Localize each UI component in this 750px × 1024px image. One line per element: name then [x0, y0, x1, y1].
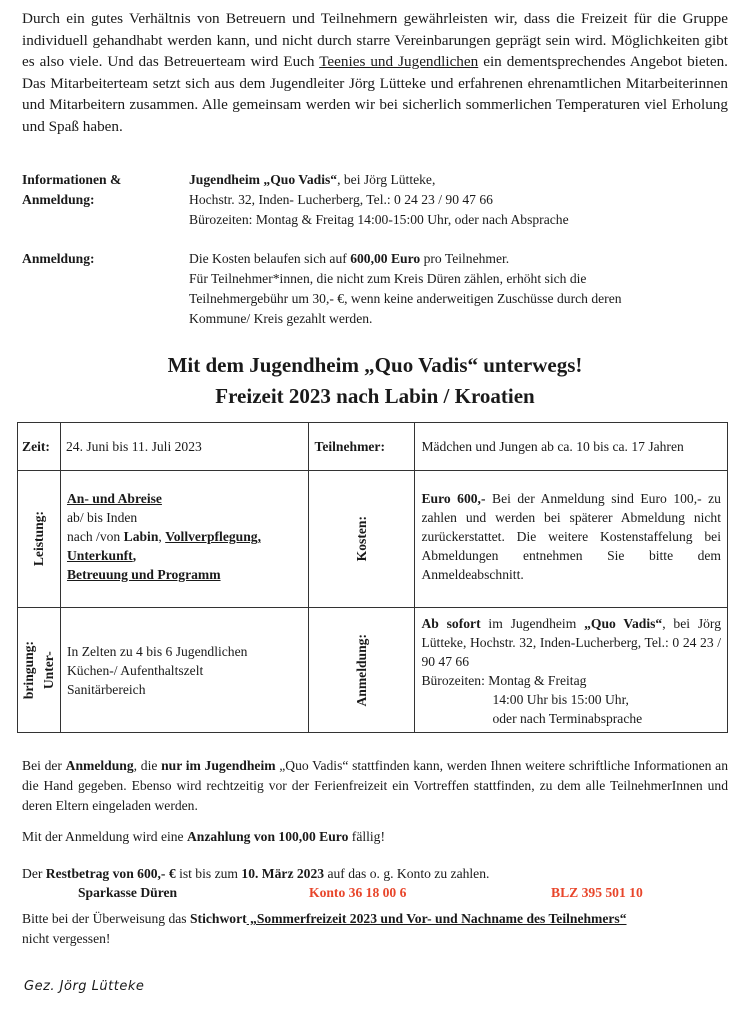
leistung-verpflegung: Vollverpflegung,	[165, 529, 261, 544]
unterbringung-label-1: bringung:	[21, 640, 37, 700]
p3-e: auf das o. g. Konto zu zahlen.	[324, 866, 490, 881]
bottom-paragraph-2	[22, 827, 728, 847]
unterbringung-line3: Sanitärbereich	[66, 681, 146, 697]
leistung-line2: ab/ bis Inden	[66, 510, 138, 525]
info-body	[189, 170, 709, 230]
anmeldung-label-cell	[308, 608, 415, 733]
leistung-labin: Labin	[123, 529, 159, 544]
leistung-unterkunft: Unterkunft	[66, 548, 133, 563]
p4-a: Bitte bei der Überweisung das	[22, 911, 190, 926]
p1-e: „Quo Vadis“ stattfinden kann, werden Ihnen weitere schriftliche Informationen an die Hand gegeben. Ebenso wird rechtzeitig vor der Ferienfreizeit ein Vortreffen stattfinden, zu dem alle TeilnehmerInnen und deren Eltern eingeladen werden.	[22, 758, 728, 813]
info-name: Jugendheim „Quo Vadis“	[189, 172, 338, 187]
leistung-line3c: ,	[158, 529, 166, 544]
info-label	[22, 170, 172, 210]
page-title: Mit dem Jugendheim „Quo Vadis“ unterwegs!	[167, 353, 583, 377]
table-row-unterbringung	[18, 608, 728, 733]
kosten-label-cell	[308, 471, 415, 608]
anmeldung-text	[421, 614, 721, 671]
cost-post: pro Teilnehmer.	[420, 251, 510, 266]
bank-name: Sparkasse Düren	[78, 885, 178, 900]
cost-pre: Die Kosten belaufen sich auf	[189, 251, 351, 266]
anmeldung-sofort: Ab sofort	[421, 616, 481, 631]
bottom-paragraph-1	[22, 756, 728, 816]
anmeldung-office-hours: Bürozeiten: Montag & Freitag	[421, 673, 587, 688]
p2-a: Mit der Anmeldung wird eine	[22, 829, 187, 844]
trip-details-table	[17, 422, 728, 733]
intro-link[interactable]: Teenies und Jugendlichen	[319, 53, 479, 70]
anmeldung-value	[415, 608, 728, 733]
kosten-label: Kosten:	[353, 516, 369, 562]
unterbringung-line1: In Zelten zu 4 bis 6 Jugendlichen	[66, 643, 248, 659]
cost-line4: Kommune/ Kreis gezahlt werden.	[189, 311, 373, 326]
anmeldung-quovadis: „Quo Vadis“	[584, 616, 663, 631]
unterbringung-label-2: Unter-	[41, 651, 57, 689]
bottom-paragraph-4	[22, 909, 728, 949]
anmeldung-t2: , bei Jörg Lütteke, Hochstr. 32, Inden-Lucherberg, Tel.: 0 24 23 / 90 47 66	[421, 616, 722, 669]
p4-keyword: „Sommerfreizeit 2023 und Vor- und Nachname des Teilnehmers“	[246, 911, 627, 926]
table-row-time	[18, 423, 728, 471]
leistung-line3a: nach /von	[66, 529, 124, 544]
cost-body	[189, 249, 709, 329]
page-subtitle: Freizeit 2023 nach Labin / Kroatien	[215, 384, 535, 408]
leistung-line1: An- und Abreise	[66, 491, 162, 506]
p4-stichwort: Stichwort	[190, 911, 247, 926]
leistung-value	[60, 471, 308, 608]
kosten-amount: Euro 600,-	[421, 491, 486, 506]
p1-c: , die	[133, 758, 162, 773]
p3-date: 10. März 2023	[241, 866, 325, 881]
cost-line3: Teilnehmergebühr um 30,- €, wenn keine anderweitigen Zuschüsse durch deren	[189, 291, 622, 306]
teilnehmer-value: Mädchen und Jungen ab ca. 10 bis ca. 17 Jahren	[415, 423, 728, 471]
table-row-leistung	[18, 471, 728, 608]
info-label-line2: Anmeldung:	[22, 192, 95, 207]
teilnehmer-label: Teilnehmer:	[308, 423, 415, 471]
anmeldung-appointment: oder nach Terminabsprache	[492, 711, 643, 726]
leistung-label-cell	[18, 471, 61, 608]
kosten-value	[415, 471, 728, 608]
p4-d: nicht vergessen!	[22, 931, 111, 946]
info-label-line1: Informationen &	[22, 172, 122, 187]
p3-a: Der	[22, 866, 46, 881]
info-address: Hochstr. 32, Inden- Lucherberg, Tel.: 0 24 23 / 90 47 66	[189, 192, 493, 207]
leistung-comma: ,	[132, 548, 137, 563]
p2-c: fällig!	[348, 829, 386, 844]
bottom-paragraph-3	[22, 864, 728, 884]
leistung-line3	[67, 527, 303, 546]
p3-c: ist bis zum	[175, 866, 242, 881]
intro-text-1: Durch ein gutes Verhältnis von Betreuern und Teilnehmern gewährleisten wir, dass die Freizeit für die Gruppe individuell gehandhabt werden kann, und nicht durch starre Vereinbarungen geprägt sein wird. Möglichkeiten gibt es also viele. Und das Betreuerteam wird Euch	[22, 10, 728, 70]
unterbringung-label-cell	[18, 608, 61, 733]
cost-label: Anmeldung:	[22, 251, 95, 266]
p3-restbetrag: Restbetrag von 600,- €	[45, 866, 176, 881]
unterbringung-line2: Küchen-/ Aufenthaltszelt	[66, 662, 204, 678]
p1-a: Bei der	[22, 758, 66, 773]
intro-text-2: ein dementsprechendes Angebot bieten. Das Mitarbeiterteam setzt sich aus dem Jugendleiter Jörg Lütteke und erfahrenen ehrenamtlichen Mitarbeiterinnen und Mitarbeitern zusammen. Alle gemeinsam werden wir bei sicherlich sommerlichen Temperaturen viel Erholung und Spaß haben.	[22, 53, 728, 135]
bank-account: Konto 36 18 00 6	[309, 885, 407, 900]
anmeldung-label: Anmeldung:	[353, 633, 369, 707]
p1-jugendheim: nur im Jugendheim	[161, 758, 276, 773]
anmeldung-t1: im Jugendheim	[480, 616, 585, 631]
intro-paragraph	[22, 8, 728, 137]
leistung-line5: Betreuung und Programm	[66, 567, 221, 582]
bank-code: BLZ 395 501 10	[551, 885, 643, 900]
signature: Gez. Jörg Lütteke	[24, 979, 145, 994]
info-office-hours: Bürozeiten: Montag & Freitag 14:00-15:00 Uhr, oder nach Absprache	[189, 212, 569, 227]
cost-line2: Für Teilnehmer*innen, die nicht zum Kreis Düren zählen, erhöht sich die	[189, 271, 587, 286]
cost-amount: 600,00 Euro	[350, 251, 421, 266]
zeit-label: Zeit:	[18, 423, 61, 471]
p2-deposit: Anzahlung von 100,00 Euro	[186, 829, 349, 844]
anmeldung-hours: 14:00 Uhr bis 15:00 Uhr,	[492, 692, 629, 707]
zeit-value: 24. Juni bis 11. Juli 2023	[60, 423, 308, 471]
unterbringung-value	[60, 608, 308, 733]
leistung-label: Leistung:	[31, 511, 47, 567]
bank-details	[22, 883, 728, 903]
p1-anmeldung: Anmeldung	[65, 758, 134, 773]
info-name-rest: , bei Jörg Lütteke,	[337, 172, 436, 187]
kosten-text: Bei der Anmeldung sind Euro 100,- zu zahlen und werden bei späterer Abmeldung nicht zurückerstattet. Die weitere Kostenstaffelung bei Abmeldungen entnehmen Sie bitte dem Anmeldeabschnitt.	[421, 491, 721, 582]
